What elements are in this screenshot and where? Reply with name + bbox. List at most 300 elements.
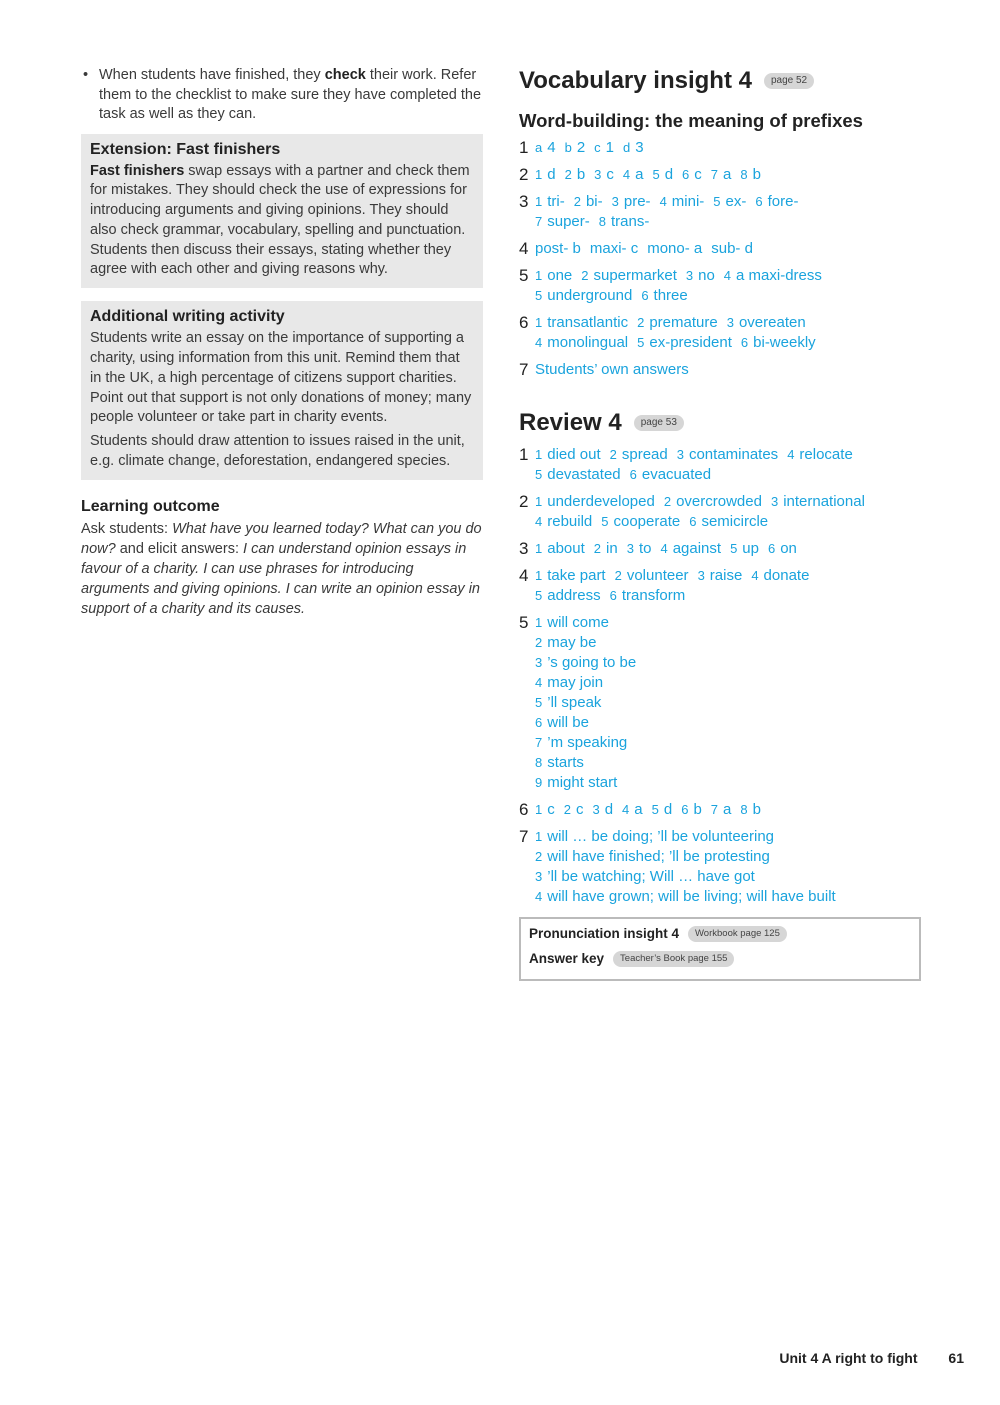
answer-item [535,888,836,905]
answer-line [535,445,921,465]
review-title: Review 4 page 53 [519,408,921,438]
exercise-number: 6 [519,313,529,332]
answer-item [768,540,797,557]
item-number: 1 [535,829,543,844]
item-answer: b [752,166,761,183]
exercise-number: 7 [519,827,529,846]
answer-line [535,586,921,606]
exercise-number: 1 [519,445,529,464]
item-answer: premature [649,314,718,331]
answer-line [535,165,921,185]
item-answer: transatlantic [547,314,629,331]
item-answer: on [780,540,797,557]
teachers-book-badge: Teacher’s Book page 155 [613,951,734,967]
item-number: 2 [564,167,572,182]
answer-row [519,539,921,559]
item-answer: overeaten [738,314,806,331]
item-answer: ’ll speak [547,694,602,711]
answer-row [519,239,921,259]
item-answer: against [672,540,722,557]
answer-body [535,192,921,232]
right-column [519,66,921,981]
answer-item [724,267,822,284]
exercise-number: 5 [519,613,529,632]
answer-item [771,493,865,510]
item-answer: spread [621,446,668,463]
item-answer: starts [547,754,584,771]
answer-item [535,466,621,483]
item-number: 5 [535,695,543,710]
item-answer: 1 [605,139,614,156]
item-number: 3 [535,869,543,884]
answer-item [711,240,753,257]
item-answer: underdeveloped [547,493,655,510]
item-answer: evacuated [641,466,712,483]
item-number: 1 [535,167,543,182]
answer-item [594,139,614,156]
answer-item [565,139,586,156]
item-answer: maxi- c [589,240,639,257]
answer-body [535,165,921,185]
answer-item [535,166,556,183]
item-number: 4 [787,447,795,462]
item-number: 6 [740,335,749,350]
item-answer: mini- [671,193,705,210]
item-number: 6 [609,588,617,603]
answer-item [623,166,644,183]
answer-body [535,445,921,485]
answer-item [535,754,584,771]
answer-item [535,587,601,604]
answer-body [535,266,921,306]
item-answer: pre- [623,193,651,210]
item-answer: devastated [547,466,621,483]
item-number: 2 [593,541,602,556]
answer-row [519,165,921,185]
item-answer: d [547,166,556,183]
answer-item [740,166,761,183]
item-answer: Students’ own answers [535,361,689,378]
answer-body [535,239,921,259]
answer-item [612,193,651,210]
answer-item [535,540,585,557]
answer-item [660,193,705,210]
answer-line [535,313,921,333]
item-answer: to [638,540,652,557]
item-number: 1 [535,494,543,509]
answer-item [627,540,652,557]
item-number: c [594,140,601,155]
answer-body [535,360,921,380]
item-answer: transform [621,587,686,604]
item-number: 1 [535,615,543,630]
answer-body [535,800,921,820]
item-answer: died out [547,446,601,463]
exercise-number: 1 [519,138,529,157]
item-answer: take part [547,567,606,584]
answer-item [652,801,673,818]
item-number: 4 [535,889,543,904]
item-answer: tri- [547,193,565,210]
answer-item [787,446,853,463]
answer-item [535,361,689,378]
item-number: 4 [622,167,631,182]
item-number: 5 [601,514,609,529]
item-answer: c [694,166,702,183]
item-number: 8 [740,802,748,817]
answer-item [601,513,680,530]
answer-body [535,492,921,532]
item-answer: d [664,166,674,183]
answer-item [535,694,601,711]
item-answer: d [663,801,673,818]
item-number: 5 [535,288,543,303]
left-column [81,66,483,619]
answer-item [535,314,628,331]
additional-writing-box [81,301,483,480]
item-number: 1 [535,541,543,556]
learning-outcome-text: Ask students: What have you learned today? What can you do now? and elicit answers: I can understand opinion essays in favour of a charity. I can use phrases for introducing arguments and giving opinions. I can write an opinion essay in support of a charity and its causes. [81,520,482,617]
answer-line [535,773,921,793]
answer-item [535,714,589,731]
answer-line [535,539,921,559]
item-answer: trans- [611,213,650,230]
item-answer: might start [547,774,618,791]
item-number: 2 [609,447,617,462]
vocab-page-badge: page 52 [764,73,814,89]
exercise-number: 4 [519,566,529,585]
answer-line [535,192,921,212]
footer-title: A right to fight [821,1350,918,1366]
answer-item [647,240,702,257]
answer-item [610,446,668,463]
item-number: 2 [535,849,543,864]
item-number: 4 [622,802,630,817]
answer-line [535,465,921,485]
answer-body [535,613,921,793]
answer-line [535,887,921,907]
item-answer: fore- [767,193,799,210]
pronunciation-box [519,917,921,981]
additional-writing-p2: Students should draw attention to issues raised in the unit, e.g. climate change, deforestation, endangered species. [90,433,465,470]
item-number: 7 [710,167,719,182]
answer-line [535,239,921,259]
answer-line [535,847,921,867]
answer-body [535,539,921,559]
item-number: 3 [592,802,600,817]
answer-line [535,867,921,887]
item-number: 2 [535,635,543,650]
answer-item [535,193,565,210]
answer-item [615,567,689,584]
pronunciation-row: Pronunciation insight 4 Workbook page 125 [529,925,911,943]
item-number: 4 [751,568,759,583]
answer-item [623,139,644,156]
item-number: 6 [641,288,649,303]
answer-item [652,166,673,183]
answer-line [535,566,921,586]
vocab-subtitle: Word-building: the meaning of prefixes [519,110,863,131]
page-footer [779,1350,964,1366]
item-answer: 2 [576,139,586,156]
item-number: 3 [770,494,779,509]
answer-body [535,313,921,353]
answer-item [535,774,617,791]
item-answer: c [606,166,614,183]
answer-line [535,333,921,353]
answer-item [751,567,809,584]
answer-row [519,192,921,232]
answer-item [590,240,638,257]
answer-item [698,567,743,584]
answer-item [622,801,643,818]
item-answer: will have grown; will be living; will have built [547,888,836,905]
answer-item [535,446,601,463]
answer-item [535,848,770,865]
item-answer: a [723,801,732,818]
item-number: 4 [535,335,543,350]
item-answer: will … be doing; ’ll be volunteering [547,828,775,845]
answer-item [535,213,590,230]
bullet-point [81,66,483,125]
item-answer: international [783,493,865,510]
item-number: a [535,140,543,155]
item-number: 8 [740,167,748,182]
item-answer: raise [709,567,743,584]
item-number: 3 [611,194,619,209]
answer-item [610,587,686,604]
exercise-number: 2 [519,492,529,511]
item-answer: a [723,166,732,183]
item-number: 2 [563,802,571,817]
item-answer: volunteer [626,567,689,584]
item-answer: will have finished; ’ll be protesting [547,848,770,865]
item-number: 4 [723,268,732,283]
answer-item [741,334,816,351]
item-number: 4 [535,675,543,690]
item-number: 3 [676,447,684,462]
answer-line [535,693,921,713]
item-answer: will be [547,714,589,731]
item-answer: post- b [535,240,581,257]
item-answer: sub- d [711,240,753,257]
answer-item [574,193,603,210]
item-number: 6 [681,802,689,817]
answer-line [535,633,921,653]
item-answer: one [547,267,573,284]
answer-item [755,193,798,210]
extension-text: Fast finishers swap essays with a partner and check them for mistakes. They should check the use of expressions for introducing arguments and giving opinions. They should also check grammar, vocabulary, spelling and punctuation. Students then discuss their essays, stating whether they agree with each other and giving reasons why. [90,162,470,278]
item-answer: rebuild [547,513,593,530]
item-answer: bi-weekly [753,334,816,351]
answer-item [592,801,613,818]
answer-body [535,138,921,158]
item-number: 6 [629,467,637,482]
item-number: 5 [535,588,543,603]
answer-line [535,613,921,633]
answer-row [519,492,921,532]
item-number: 1 [535,315,543,330]
item-answer: overcrowded [676,493,762,510]
item-answer: may be [547,634,597,651]
answer-item [677,446,778,463]
exercise-number: 5 [519,266,529,285]
answer-item [535,240,581,257]
answer-item [637,334,732,351]
item-answer: d [604,801,614,818]
item-answer: b [752,801,761,818]
answer-line [535,827,921,847]
answer-item [535,828,774,845]
item-number: 1 [535,194,543,209]
item-answer: supermarket [593,267,677,284]
bullet-text: When students have finished, they check their work. Refer them to the checklist to make sure they have completed the task as well as they can. [99,67,482,122]
answer-item [664,493,762,510]
answer-row [519,800,921,820]
item-number: 2 [637,315,645,330]
item-answer: ’m speaking [547,734,628,751]
answer-row [519,613,921,793]
item-answer: ’ll be watching; Will … have got [547,868,755,885]
item-answer: c [575,801,584,818]
answer-line [535,800,921,820]
item-number: 6 [767,541,776,556]
answer-line [535,360,921,380]
item-answer: donate [763,567,810,584]
answer-row [519,827,921,907]
item-answer: a maxi-dress [736,267,822,284]
item-number: 3 [535,655,543,670]
exercise-number: 6 [519,800,529,819]
item-number: 7 [535,214,543,229]
item-number: 4 [659,194,667,209]
item-answer: mono- a [647,240,703,257]
answer-item [713,193,746,210]
item-answer: 4 [547,139,556,156]
item-number: d [623,140,631,155]
answer-key-row: Answer key Teacher’s Book page 155 [529,950,911,968]
item-answer: underground [547,287,633,304]
answer-row [519,360,921,380]
item-answer: a [635,166,644,183]
workbook-page-badge: Workbook page 125 [688,926,787,942]
item-number: 6 [682,167,690,182]
answer-item [660,540,721,557]
answer-item [581,267,677,284]
item-answer: b [693,801,702,818]
answer-line [535,492,921,512]
answer-item [711,166,732,183]
answer-item [740,801,761,818]
item-number: 1 [535,268,543,283]
answer-line [535,653,921,673]
item-number: 3 [697,568,705,583]
answer-line [535,512,921,532]
page-number: 61 [948,1350,964,1366]
item-number: 1 [535,568,543,583]
item-answer: bi- [585,193,603,210]
answer-row [519,313,921,353]
answer-line [535,713,921,733]
answer-item [535,801,555,818]
footer-unit: Unit 4 [779,1350,819,1366]
extension-box [81,134,483,289]
item-number: 3 [626,541,634,556]
item-number: 2 [581,268,589,283]
item-answer: ex-president [649,334,732,351]
item-answer: cooperate [613,513,681,530]
item-answer: three [653,287,688,304]
item-answer: will come [547,614,609,631]
item-number: 1 [535,802,543,817]
answer-item [599,213,650,230]
item-number: 4 [535,514,543,529]
item-number: 5 [730,541,738,556]
item-number: 5 [652,167,660,182]
answer-body [535,827,921,907]
answer-line [535,753,921,773]
answer-item [535,287,632,304]
extension-title: Extension: Fast finishers [90,140,281,158]
answer-row [519,445,921,485]
exercise-number: 2 [519,165,529,184]
item-number: 1 [535,447,543,462]
item-number: 6 [755,194,763,209]
answer-item [711,801,732,818]
answer-body [535,566,921,606]
item-number: 5 [637,335,645,350]
item-answer: about [547,540,585,557]
item-number: 2 [663,494,672,509]
item-number: 2 [573,194,581,209]
item-answer: relocate [799,446,853,463]
item-answer: in [606,540,618,557]
vocab-title: Vocabulary insight 4 page 52 [519,66,921,96]
item-answer: contaminates [688,446,779,463]
item-number: 7 [535,735,543,750]
answer-item [535,267,572,284]
item-answer: 3 [635,139,644,156]
item-number: 3 [685,268,694,283]
answer-item [630,466,711,483]
review-page-badge: page 53 [634,415,684,431]
answer-item [535,734,627,751]
item-answer: ’s going to be [547,654,637,671]
item-number: 8 [598,214,606,229]
exercise-number: 4 [519,239,529,258]
answer-item [535,567,606,584]
answer-item [535,654,636,671]
answer-item [535,614,609,631]
item-number: 2 [614,568,622,583]
answer-item [535,139,556,156]
additional-writing-title: Additional writing activity [90,308,285,326]
exercise-number: 3 [519,192,529,211]
item-answer: may join [547,674,604,691]
review-answer-list [519,445,921,907]
answer-line [535,673,921,693]
item-answer: c [547,801,555,818]
answer-item [727,314,806,331]
answer-row [519,266,921,306]
answer-item [682,166,702,183]
item-answer: up [742,540,759,557]
answer-item [689,513,768,530]
item-number: 5 [535,467,543,482]
item-answer: no [698,267,715,284]
item-answer: address [547,587,601,604]
answer-item [535,674,603,691]
